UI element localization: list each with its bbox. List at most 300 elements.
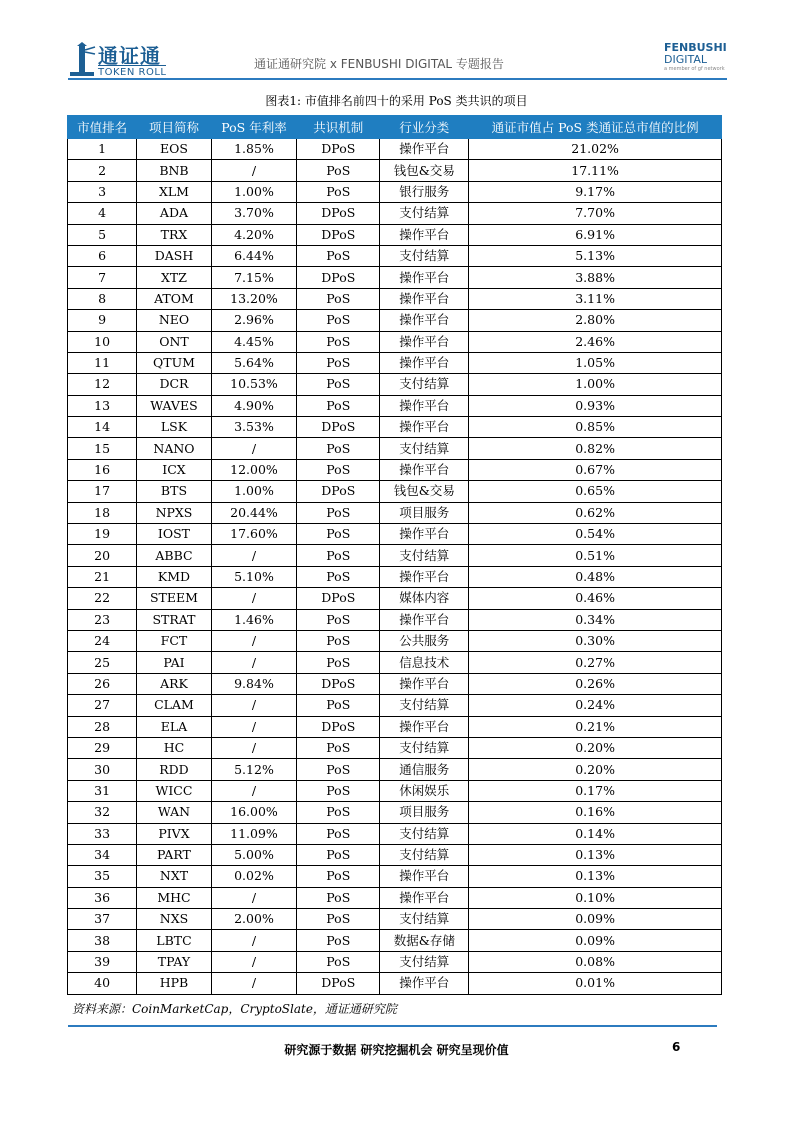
cell-consensus: PoS xyxy=(297,310,380,331)
cell-category: 操作平台 xyxy=(380,331,469,352)
cell-share: 0.93% xyxy=(469,395,722,416)
table-row xyxy=(68,288,722,309)
cell-name: WAN xyxy=(137,802,212,823)
cell-name: RDD xyxy=(137,759,212,780)
cell-rank: 38 xyxy=(68,930,137,951)
header-divider xyxy=(68,78,727,80)
cell-rate: 12.00% xyxy=(211,459,296,480)
cell-category: 项目服务 xyxy=(380,802,469,823)
cell-name: STEEM xyxy=(137,588,212,609)
cell-rank: 21 xyxy=(68,566,137,587)
cell-rank: 28 xyxy=(68,716,137,737)
lighthouse-icon xyxy=(68,42,96,78)
cell-share: 1.00% xyxy=(469,374,722,395)
cell-rate: / xyxy=(211,438,296,459)
cell-name: LBTC xyxy=(137,930,212,951)
col-header-consensus: 共识机制 xyxy=(297,116,380,139)
cell-name: ICX xyxy=(137,459,212,480)
cell-share: 0.26% xyxy=(469,673,722,694)
cell-name: MHC xyxy=(137,887,212,908)
cell-rate: 3.53% xyxy=(211,417,296,438)
table-row xyxy=(68,930,722,951)
table-row xyxy=(68,181,722,202)
cell-consensus: PoS xyxy=(297,502,380,523)
cell-category: 操作平台 xyxy=(380,459,469,480)
cell-consensus: PoS xyxy=(297,737,380,758)
cell-category: 操作平台 xyxy=(380,566,469,587)
cell-consensus: PoS xyxy=(297,887,380,908)
cell-consensus: DPoS xyxy=(297,203,380,224)
col-header-rate: PoS 年利率 xyxy=(211,116,296,139)
cell-rank: 24 xyxy=(68,630,137,651)
cell-category: 支付结算 xyxy=(380,844,469,865)
cell-share: 0.65% xyxy=(469,481,722,502)
cell-rank: 34 xyxy=(68,844,137,865)
cell-share: 0.16% xyxy=(469,802,722,823)
pos-projects-table xyxy=(67,115,722,995)
table-row xyxy=(68,823,722,844)
table-row xyxy=(68,737,722,758)
cell-rank: 19 xyxy=(68,524,137,545)
cell-rank: 27 xyxy=(68,695,137,716)
cell-consensus: PoS xyxy=(297,951,380,972)
cell-category: 支付结算 xyxy=(380,823,469,844)
cell-category: 操作平台 xyxy=(380,609,469,630)
cell-rate: 5.00% xyxy=(211,844,296,865)
cell-category: 操作平台 xyxy=(380,524,469,545)
cell-name: ARK xyxy=(137,673,212,694)
cell-category: 操作平台 xyxy=(380,417,469,438)
cell-rate: 2.00% xyxy=(211,909,296,930)
cell-rank: 33 xyxy=(68,823,137,844)
table-header-row xyxy=(68,116,722,139)
cell-rate: 6.44% xyxy=(211,245,296,266)
table-row xyxy=(68,139,722,160)
cell-category: 支付结算 xyxy=(380,951,469,972)
cell-rate: 4.90% xyxy=(211,395,296,416)
table-row xyxy=(68,780,722,801)
cell-rate: / xyxy=(211,630,296,651)
cell-consensus: PoS xyxy=(297,866,380,887)
cell-name: ELA xyxy=(137,716,212,737)
cell-share: 0.20% xyxy=(469,759,722,780)
cell-name: STRAT xyxy=(137,609,212,630)
table-row xyxy=(68,224,722,245)
cell-rank: 25 xyxy=(68,652,137,673)
footer-divider xyxy=(68,1025,717,1027)
cell-name: WICC xyxy=(137,780,212,801)
cell-category: 操作平台 xyxy=(380,866,469,887)
cell-category: 支付结算 xyxy=(380,545,469,566)
cell-share: 0.85% xyxy=(469,417,722,438)
cell-rank: 8 xyxy=(68,288,137,309)
cell-rate: 13.20% xyxy=(211,288,296,309)
cell-consensus: PoS xyxy=(297,438,380,459)
table-row xyxy=(68,267,722,288)
cell-category: 媒体内容 xyxy=(380,588,469,609)
cell-category: 钱包&交易 xyxy=(380,481,469,502)
table-row xyxy=(68,951,722,972)
cell-consensus: DPoS xyxy=(297,417,380,438)
cell-share: 0.48% xyxy=(469,566,722,587)
cell-rate: 2.96% xyxy=(211,310,296,331)
cell-share: 0.30% xyxy=(469,630,722,651)
cell-rank: 29 xyxy=(68,737,137,758)
cell-share: 0.24% xyxy=(469,695,722,716)
table-row xyxy=(68,395,722,416)
cell-consensus: DPoS xyxy=(297,267,380,288)
table-row xyxy=(68,352,722,373)
header-title: 通证通研究院 x FENBUSHI DIGITAL 专题报告 xyxy=(254,57,504,71)
page-number: 6 xyxy=(672,1040,681,1054)
cell-consensus: PoS xyxy=(297,331,380,352)
cell-rank: 14 xyxy=(68,417,137,438)
cell-category: 操作平台 xyxy=(380,673,469,694)
cell-share: 0.51% xyxy=(469,545,722,566)
cell-category: 操作平台 xyxy=(380,395,469,416)
cell-rate: 1.46% xyxy=(211,609,296,630)
cell-rank: 13 xyxy=(68,395,137,416)
cell-name: QTUM xyxy=(137,352,212,373)
table-caption: 图表1: 市值排名前四十的采用 PoS 类共识的项目 xyxy=(265,94,528,108)
cell-category: 支付结算 xyxy=(380,909,469,930)
logo-cn-text: 通证通 xyxy=(98,44,161,68)
table-row xyxy=(68,502,722,523)
cell-name: NXT xyxy=(137,866,212,887)
cell-rank: 15 xyxy=(68,438,137,459)
cell-category: 支付结算 xyxy=(380,245,469,266)
cell-rank: 20 xyxy=(68,545,137,566)
cell-rate: / xyxy=(211,737,296,758)
table-row xyxy=(68,481,722,502)
cell-rank: 10 xyxy=(68,331,137,352)
cell-consensus: PoS xyxy=(297,695,380,716)
cell-share: 0.09% xyxy=(469,909,722,930)
cell-consensus: PoS xyxy=(297,930,380,951)
cell-name: NPXS xyxy=(137,502,212,523)
cell-rank: 4 xyxy=(68,203,137,224)
cell-rank: 18 xyxy=(68,502,137,523)
cell-consensus: DPoS xyxy=(297,973,380,994)
cell-rate: 5.64% xyxy=(211,352,296,373)
cell-rank: 39 xyxy=(68,951,137,972)
cell-rate: 1.00% xyxy=(211,181,296,202)
cell-name: ATOM xyxy=(137,288,212,309)
cell-name: ADA xyxy=(137,203,212,224)
logo-en-text: TOKEN ROLL xyxy=(98,67,167,78)
cell-rank: 7 xyxy=(68,267,137,288)
cell-name: NANO xyxy=(137,438,212,459)
cell-consensus: PoS xyxy=(297,245,380,266)
cell-name: PART xyxy=(137,844,212,865)
cell-rank: 1 xyxy=(68,139,137,160)
cell-share: 0.67% xyxy=(469,459,722,480)
table-row xyxy=(68,973,722,994)
cell-share: 0.27% xyxy=(469,652,722,673)
cell-name: LSK xyxy=(137,417,212,438)
cell-rank: 9 xyxy=(68,310,137,331)
table-row xyxy=(68,695,722,716)
cell-share: 0.09% xyxy=(469,930,722,951)
cell-rate: 1.00% xyxy=(211,481,296,502)
cell-category: 操作平台 xyxy=(380,973,469,994)
cell-rank: 2 xyxy=(68,160,137,181)
cell-category: 通信服务 xyxy=(380,759,469,780)
cell-name: FCT xyxy=(137,630,212,651)
cell-consensus: PoS xyxy=(297,780,380,801)
cell-name: EOS xyxy=(137,139,212,160)
cell-rate: / xyxy=(211,973,296,994)
cell-consensus: PoS xyxy=(297,844,380,865)
cell-share: 2.80% xyxy=(469,310,722,331)
cell-consensus: PoS xyxy=(297,288,380,309)
page-header xyxy=(68,40,728,80)
cell-share: 3.11% xyxy=(469,288,722,309)
token-roll-logo xyxy=(68,42,178,78)
cell-rate: 4.20% xyxy=(211,224,296,245)
cell-name: CLAM xyxy=(137,695,212,716)
cell-category: 支付结算 xyxy=(380,737,469,758)
cell-rank: 30 xyxy=(68,759,137,780)
cell-share: 0.17% xyxy=(469,780,722,801)
table-row xyxy=(68,203,722,224)
cell-rank: 26 xyxy=(68,673,137,694)
cell-share: 0.13% xyxy=(469,844,722,865)
table-row xyxy=(68,459,722,480)
cell-consensus: DPoS xyxy=(297,588,380,609)
cell-rank: 22 xyxy=(68,588,137,609)
cell-consensus: PoS xyxy=(297,759,380,780)
cell-rate: 16.00% xyxy=(211,802,296,823)
cell-consensus: PoS xyxy=(297,802,380,823)
cell-category: 操作平台 xyxy=(380,267,469,288)
table-row xyxy=(68,417,722,438)
cell-share: 7.70% xyxy=(469,203,722,224)
cell-name: BTS xyxy=(137,481,212,502)
cell-category: 操作平台 xyxy=(380,887,469,908)
fenbushi-logo-line1: FENBUSHI xyxy=(664,41,727,54)
cell-consensus: PoS xyxy=(297,566,380,587)
table-row xyxy=(68,866,722,887)
cell-category: 信息技术 xyxy=(380,652,469,673)
cell-category: 操作平台 xyxy=(380,352,469,373)
table-row xyxy=(68,844,722,865)
cell-name: DASH xyxy=(137,245,212,266)
cell-category: 项目服务 xyxy=(380,502,469,523)
cell-name: PIVX xyxy=(137,823,212,844)
cell-category: 公共服务 xyxy=(380,630,469,651)
cell-name: WAVES xyxy=(137,395,212,416)
cell-category: 操作平台 xyxy=(380,224,469,245)
cell-category: 操作平台 xyxy=(380,139,469,160)
cell-consensus: DPoS xyxy=(297,716,380,737)
cell-rank: 5 xyxy=(68,224,137,245)
cell-rate: 11.09% xyxy=(211,823,296,844)
cell-rate: 3.70% xyxy=(211,203,296,224)
table-row xyxy=(68,310,722,331)
cell-share: 6.91% xyxy=(469,224,722,245)
cell-name: BNB xyxy=(137,160,212,181)
cell-consensus: PoS xyxy=(297,459,380,480)
cell-rate: 10.53% xyxy=(211,374,296,395)
table-row xyxy=(68,374,722,395)
cell-rate: / xyxy=(211,160,296,181)
cell-share: 0.46% xyxy=(469,588,722,609)
cell-rate: / xyxy=(211,930,296,951)
cell-category: 操作平台 xyxy=(380,288,469,309)
cell-rank: 16 xyxy=(68,459,137,480)
cell-name: TPAY xyxy=(137,951,212,972)
cell-rate: / xyxy=(211,588,296,609)
cell-share: 0.54% xyxy=(469,524,722,545)
cell-consensus: DPoS xyxy=(297,139,380,160)
cell-rank: 23 xyxy=(68,609,137,630)
cell-share: 0.14% xyxy=(469,823,722,844)
cell-name: DCR xyxy=(137,374,212,395)
cell-consensus: PoS xyxy=(297,352,380,373)
cell-share: 1.05% xyxy=(469,352,722,373)
table-row xyxy=(68,652,722,673)
table-row xyxy=(68,802,722,823)
footer-slogan: 研究源于数据 研究挖掘机会 研究呈现价值 xyxy=(284,1043,509,1057)
table-row xyxy=(68,438,722,459)
cell-name: IOST xyxy=(137,524,212,545)
cell-consensus: DPoS xyxy=(297,481,380,502)
fenbushi-logo-line3: a member of gf network xyxy=(664,66,725,72)
cell-consensus: PoS xyxy=(297,374,380,395)
cell-consensus: PoS xyxy=(297,823,380,844)
cell-name: NEO xyxy=(137,310,212,331)
table-row xyxy=(68,331,722,352)
cell-rate: / xyxy=(211,780,296,801)
cell-rate: 1.85% xyxy=(211,139,296,160)
cell-rate: 5.10% xyxy=(211,566,296,587)
cell-rate: / xyxy=(211,652,296,673)
cell-rank: 3 xyxy=(68,181,137,202)
col-header-rank: 市值排名 xyxy=(68,116,137,139)
cell-share: 5.13% xyxy=(469,245,722,266)
source-note: 资料来源：CoinMarketCap，CryptoSlate，通证通研究院 xyxy=(72,1002,397,1016)
table-row xyxy=(68,588,722,609)
table-row xyxy=(68,609,722,630)
cell-name: NXS xyxy=(137,909,212,930)
cell-rate: 4.45% xyxy=(211,331,296,352)
table-row xyxy=(68,630,722,651)
cell-rank: 31 xyxy=(68,780,137,801)
cell-name: ABBC xyxy=(137,545,212,566)
cell-share: 3.88% xyxy=(469,267,722,288)
cell-name: HC xyxy=(137,737,212,758)
cell-consensus: PoS xyxy=(297,609,380,630)
cell-share: 0.62% xyxy=(469,502,722,523)
table-row xyxy=(68,909,722,930)
cell-rate: / xyxy=(211,695,296,716)
cell-category: 操作平台 xyxy=(380,716,469,737)
cell-category: 操作平台 xyxy=(380,310,469,331)
cell-rate: / xyxy=(211,951,296,972)
cell-category: 支付结算 xyxy=(380,203,469,224)
cell-name: ONT xyxy=(137,331,212,352)
cell-rank: 40 xyxy=(68,973,137,994)
cell-consensus: PoS xyxy=(297,545,380,566)
table-row xyxy=(68,716,722,737)
cell-name: KMD xyxy=(137,566,212,587)
cell-rate: 0.02% xyxy=(211,866,296,887)
col-header-share: 通证市值占 PoS 类通证总市值的比例 xyxy=(469,116,722,139)
cell-name: XTZ xyxy=(137,267,212,288)
cell-category: 支付结算 xyxy=(380,695,469,716)
table-row xyxy=(68,524,722,545)
cell-rank: 6 xyxy=(68,245,137,266)
cell-category: 钱包&交易 xyxy=(380,160,469,181)
cell-category: 支付结算 xyxy=(380,374,469,395)
cell-share: 17.11% xyxy=(469,160,722,181)
cell-share: 9.17% xyxy=(469,181,722,202)
cell-rank: 32 xyxy=(68,802,137,823)
cell-rate: 20.44% xyxy=(211,502,296,523)
cell-share: 0.01% xyxy=(469,973,722,994)
cell-rate: 7.15% xyxy=(211,267,296,288)
cell-rate: / xyxy=(211,887,296,908)
cell-rate: 17.60% xyxy=(211,524,296,545)
cell-consensus: PoS xyxy=(297,630,380,651)
table-row xyxy=(68,566,722,587)
cell-consensus: PoS xyxy=(297,395,380,416)
cell-share: 21.02% xyxy=(469,139,722,160)
col-header-name: 项目简称 xyxy=(137,116,212,139)
cell-share: 0.10% xyxy=(469,887,722,908)
cell-share: 0.08% xyxy=(469,951,722,972)
cell-share: 2.46% xyxy=(469,331,722,352)
cell-share: 0.34% xyxy=(469,609,722,630)
col-header-category: 行业分类 xyxy=(380,116,469,139)
table-row xyxy=(68,887,722,908)
cell-rank: 37 xyxy=(68,909,137,930)
cell-rank: 35 xyxy=(68,866,137,887)
cell-category: 休闲娱乐 xyxy=(380,780,469,801)
cell-rate: / xyxy=(211,545,296,566)
cell-name: TRX xyxy=(137,224,212,245)
cell-share: 0.20% xyxy=(469,737,722,758)
table-row xyxy=(68,245,722,266)
cell-rank: 11 xyxy=(68,352,137,373)
cell-consensus: DPoS xyxy=(297,673,380,694)
cell-name: XLM xyxy=(137,181,212,202)
cell-name: HPB xyxy=(137,973,212,994)
cell-rank: 17 xyxy=(68,481,137,502)
cell-consensus: PoS xyxy=(297,160,380,181)
fenbushi-logo-line2: DIGITAL xyxy=(664,53,708,66)
cell-category: 支付结算 xyxy=(380,438,469,459)
cell-name: PAI xyxy=(137,652,212,673)
cell-rate: 5.12% xyxy=(211,759,296,780)
cell-consensus: PoS xyxy=(297,181,380,202)
table-row xyxy=(68,673,722,694)
cell-consensus: PoS xyxy=(297,652,380,673)
table-row xyxy=(68,160,722,181)
cell-rate: / xyxy=(211,716,296,737)
cell-rank: 12 xyxy=(68,374,137,395)
cell-rate: 9.84% xyxy=(211,673,296,694)
table-body xyxy=(68,139,722,995)
cell-share: 0.21% xyxy=(469,716,722,737)
table-row xyxy=(68,545,722,566)
cell-category: 银行服务 xyxy=(380,181,469,202)
table-row xyxy=(68,759,722,780)
cell-consensus: PoS xyxy=(297,909,380,930)
cell-rank: 36 xyxy=(68,887,137,908)
cell-share: 0.82% xyxy=(469,438,722,459)
